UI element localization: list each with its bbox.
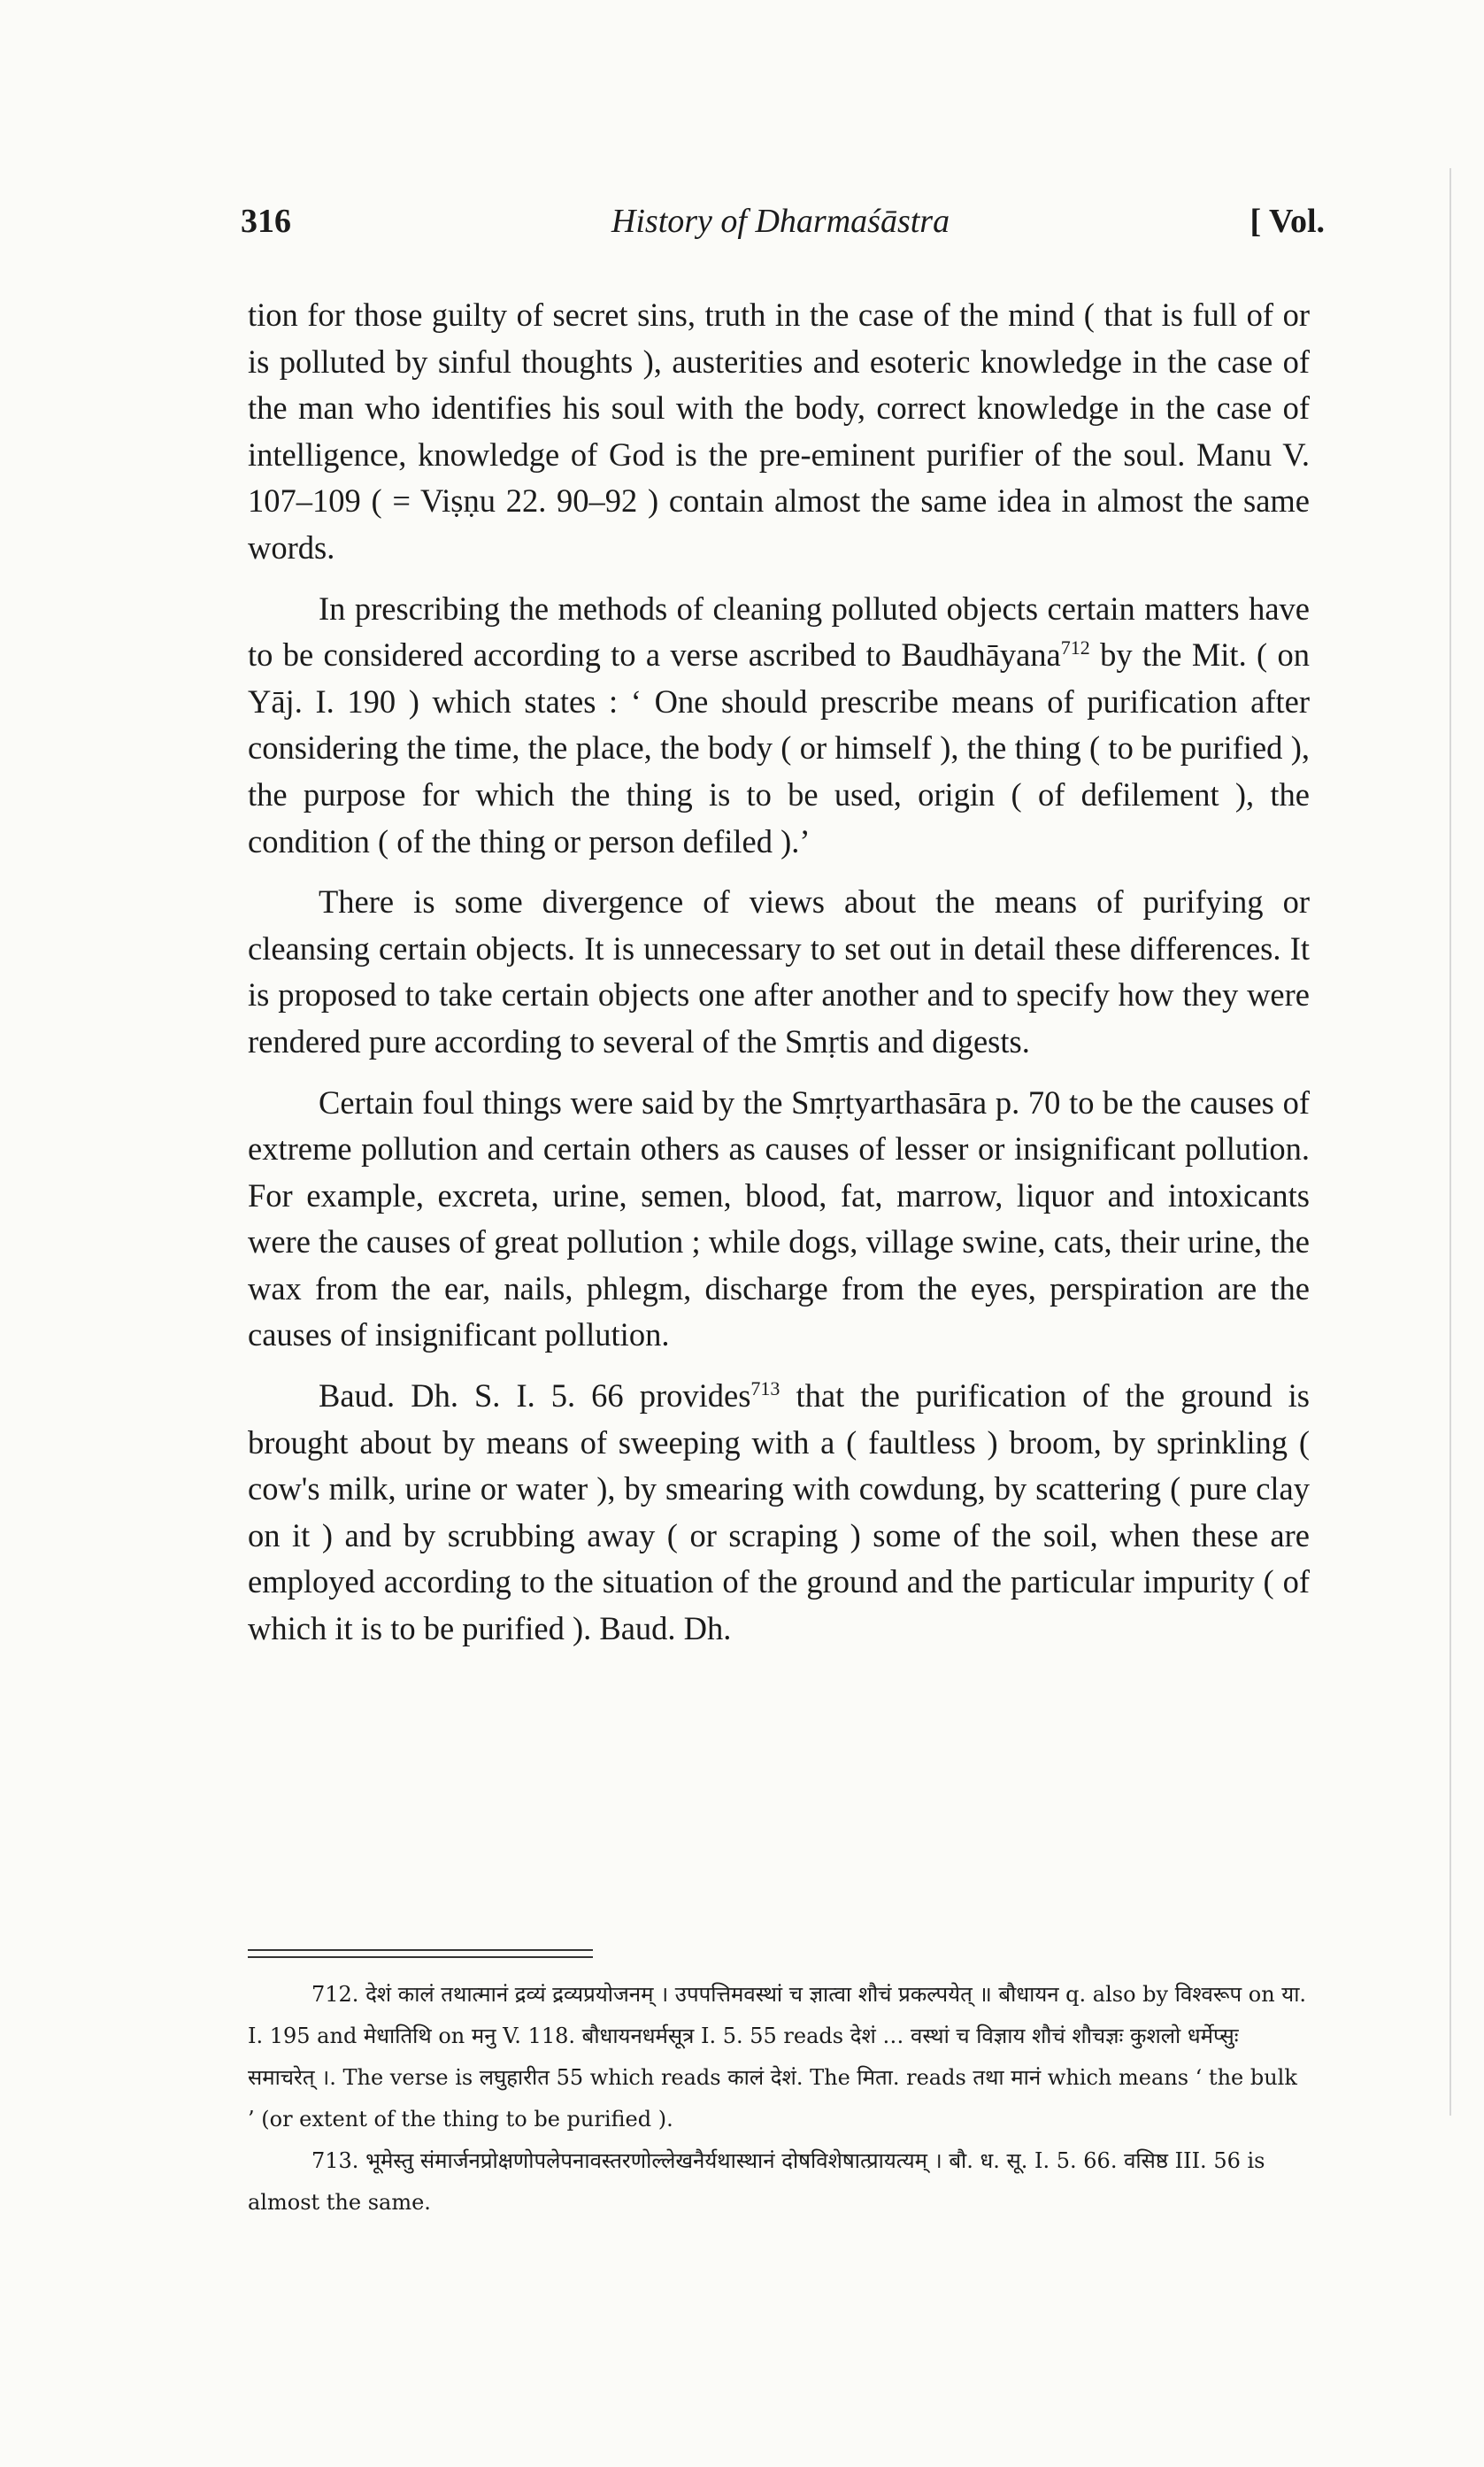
paragraph-4: Certain foul things were said by the Smṛtyarthasāra p. 70 to be the causes of extreme pollution and certain others as causes of lesser or insignificant pollution. For example, excreta, urine, semen, blood, fat, marrow, liquor and intoxicants were the causes of great pollution ; while dogs, village swine, cats, their urine, the wax from the ear, nails, phlegm, discharge from the eyes, perspiration are the causes of insignificant pollution. bbox=[248, 1083, 1310, 1353]
page-header bbox=[241, 202, 1325, 255]
paragraph-2-text-b: by the Mit. ( on Yāj. I. 190 ) which states : ‘ One should prescribe means of purification after considering the time, the place, the body ( or himself ), the thing ( to be purified ), the purpose for which the thing is to be used, origin ( of defilement ), the condition ( of the thing or person defiled ).’ bbox=[248, 636, 1310, 860]
footnote-ref-713: 713 bbox=[750, 1376, 780, 1399]
paragraph-5 bbox=[248, 1373, 1310, 1653]
running-title: History of Dharmaśāstra bbox=[611, 203, 950, 240]
page-edge-rule bbox=[1449, 168, 1451, 2116]
main-text bbox=[248, 292, 1310, 1653]
footnote-713: 713. भूमेस्तु संमार्जनप्रोक्षणोपलेपनावस्तरणोल्लेखनैर्यथास्थानं दोषविशेषात्प्रायत्यम् । बौ. ध. सू. I. 5. 66. वसिष्ठ III. 56 is almost the same. bbox=[248, 2148, 1265, 2215]
footnote-separator bbox=[248, 1949, 593, 1958]
footnotes bbox=[248, 1974, 1310, 2224]
footnote-712: 712. देशं कालं तथात्मानं द्रव्यं द्रव्यप्रयोजनम् । उपपत्तिमवस्थां च ज्ञात्वा शौचं प्रकल्पयेत् ॥ बौधायन q. also by विश्वरूप on या. I. 195 and मेधातिथि on मनु V. 118. बौधायनधर्मसूत्र I. 5. 55 reads देशं … वस्थां च विज्ञाय शौचं शौचज्ञः कुशलो धर्मेप्सुः समाचरेत् ।. The verse is लघुहारीत 55 which reads कालं देशं. The मिता. reads तथा मानं which means ‘ the bulk ’ (or extent of the thing to be purified ). bbox=[248, 1982, 1307, 2132]
paragraph-3: There is some divergence of views about the means of purifying or cleansing certain objects. It is unnecessary to set out in detail these differences. It is proposed to take certain objects one after another and to specify how they were rendered pure according to several of the Smṛtis and digests. bbox=[248, 883, 1310, 1060]
paragraph-5-text-b: that the purification of the ground is brought about by means of sweeping with a ( faultless ) broom, by sprinkling ( cow's milk, urine or water ), by smearing with cowdung, by scattering ( pure clay on it ) and by scrubbing away ( or scraping ) some of the soil, when these are employed according to the situation of the ground and the particular impurity ( of which it is to be purified ). Baud. Dh. bbox=[248, 1377, 1311, 1647]
footnote-ref-712: 712 bbox=[1060, 636, 1090, 659]
page-number: 316 bbox=[241, 203, 291, 240]
volume-label: [ Vol. bbox=[1249, 203, 1325, 240]
paragraph-2-text-a: In prescribing the methods of cleaning polluted objects certain matters have to be considered according to a verse ascribed to Baudhāyana bbox=[248, 590, 1310, 674]
paragraph-1: tion for those guilty of secret sins, truth in the case of the mind ( that is full of or is polluted by sinful thoughts ), austerities and esoteric knowledge in the case of the man who identifies his soul with the body, correct knowledge in the case of intelligence, knowledge of God is the pre-eminent purifier of the soul. Manu V. 107–109 ( = Viṣṇu 22. 90–92 ) contain almost the same idea in almost the same words. bbox=[248, 297, 1310, 566]
paragraph-2 bbox=[248, 586, 1310, 866]
paragraph-5-text-a: Baud. Dh. S. I. 5. 66 provides bbox=[319, 1377, 751, 1415]
